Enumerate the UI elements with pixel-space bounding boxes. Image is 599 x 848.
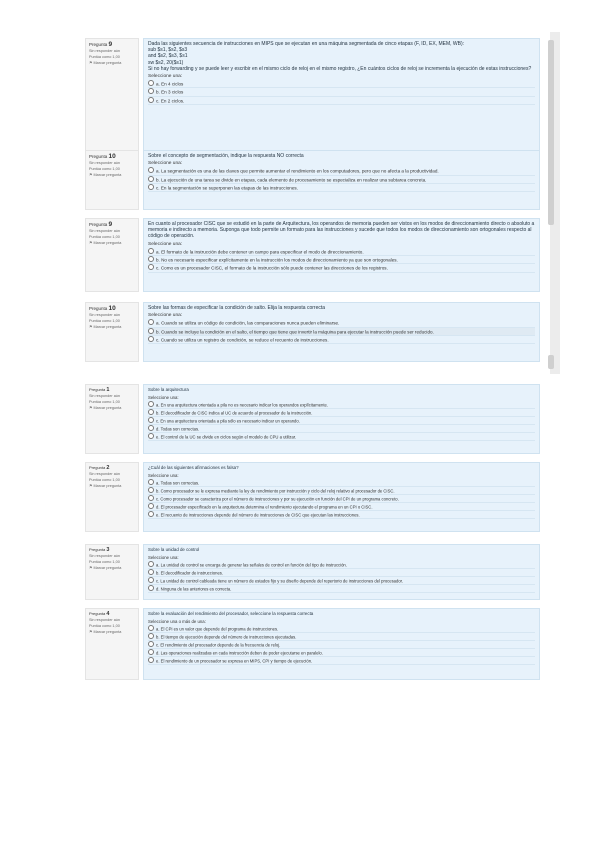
flag-question-link[interactable]: ⚑ Marcar pregunta [89, 566, 135, 571]
question-text-line: En cuanto al procesador CISC que se estudió en la parte de Arquitectura, los operandos de memoria pueden ser vistos en los modos de direccionamiento directo o absoluto a memoria e indirecto a memoria. Suponga que todo permite un formato para las instrucciones y sucede que todos los modos de direccionamiento son ortogonales respecto al código de operación. [148, 221, 535, 240]
question-content [143, 544, 540, 600]
answer-option[interactable]: a. El CPI es un valor que depende del programa de instrucciones. [148, 625, 535, 633]
question-text-line: Sobre las formas de especificar la condición de salto. Elija la respuesta correcta [148, 305, 326, 311]
select-label: Seleccione una: [148, 74, 183, 80]
question-content [143, 38, 540, 162]
question-points: Puntúa como 1,00 [89, 477, 120, 482]
question-text-line: Sobre la unidad de control [148, 547, 200, 552]
question-number: Pregunta 10 [89, 153, 116, 160]
answer-option[interactable]: d. Todas son correctas. [148, 425, 535, 433]
answer-option[interactable]: b. La ejecución de una tarea se divide en etapas, cada elemento de procesamiento se especializa en realizar una subtarea concreta. [148, 176, 535, 184]
question-info [85, 38, 139, 162]
answer-option[interactable]: c. En la segmentación se superponen las etapas de las instrucciones. [148, 184, 535, 192]
question-info [85, 384, 139, 454]
flag-question-link[interactable]: ⚑ Marcar pregunta [89, 241, 135, 246]
answer-option[interactable]: a. El formato de la instrucción debe contener un campo para especificar el modo de direccionamiento. [148, 248, 535, 256]
answer-option[interactable]: a. La segmentación es una de las claves que permite aumentar el rendimiento en los computadores, pero que no afecta a la productividad. [148, 167, 535, 175]
question-points: Puntúa como 1,00 [89, 54, 120, 59]
question-info [85, 462, 139, 532]
question-status: Sin responder aún [89, 618, 121, 622]
question-block [85, 384, 540, 454]
question-status: Sin responder aún [89, 554, 121, 558]
select-label: Seleccione una: [148, 313, 183, 319]
question-number: Pregunta 10 [89, 305, 116, 312]
question-block [85, 150, 540, 210]
question-status: Sin responder aún [89, 161, 121, 165]
answer-option[interactable]: c. Como es un procesador CISC, el formato de la instrucción sólo puede contener las direcciones de los registros. [148, 264, 535, 272]
flag-question-link[interactable]: ⚑ Marcar pregunta [89, 173, 135, 178]
answer-option[interactable]: e. El control de la UC se divide en ciclos según el modelo de CPU a utilizar. [148, 433, 535, 441]
question-block [85, 544, 540, 600]
question-text-line: Sobre la arquitectura [148, 387, 189, 392]
question-number: Pregunta 9 [89, 41, 113, 48]
select-label: Seleccione una: [148, 161, 183, 167]
answer-option[interactable]: d. Las operaciones realizadas en cada instrucción deben de poder ejecutarse en paralelo. [148, 649, 535, 657]
question-text-line: Sobre la evaluación del rendimiento del procesador, seleccione la respuesta correcta [148, 611, 314, 616]
question-points: Puntúa como 1,00 [89, 623, 120, 628]
answer-option[interactable]: e. El recuento de instrucciones depende del número de instrucciones de CISC que ejecutan las instrucciones. [148, 511, 535, 519]
question-number: Pregunta 2 [89, 465, 110, 471]
answer-option[interactable]: b. Cuando se incluye la condición en el salto, el tiempo que tiene que invertir la máquina para ejecutar la instrucción puede ser reducido. [148, 328, 535, 336]
question-number: Pregunta 3 [89, 547, 110, 553]
question-content [143, 302, 540, 362]
answer-option[interactable]: a. Cuando se utiliza un código de condición, las comparaciones nunca pueden eliminarse. [148, 319, 535, 327]
question-status: Sin responder aún [89, 472, 121, 476]
question-content [143, 608, 540, 680]
answer-option[interactable]: c. Como procesador se caracteriza por el número de instrucciones y por su ejecución en función del CPI de un programa concreto. [148, 495, 535, 503]
screenshot-top [85, 32, 560, 374]
scrollbar-thumb[interactable] [548, 40, 554, 225]
question-content [143, 150, 540, 210]
question-status: Sin responder aún [89, 229, 121, 233]
answer-option[interactable]: d. Ninguna de las anteriores es correcta. [148, 585, 535, 593]
question-points: Puntúa como 1,00 [89, 318, 120, 323]
question-status: Sin responder aún [89, 394, 121, 398]
question-block [85, 38, 540, 162]
question-number: Pregunta 1 [89, 387, 110, 393]
screenshot-bottom [85, 380, 550, 685]
question-status: Sin responder aún [89, 49, 121, 53]
answer-option[interactable]: c. El rendimiento del procesador depende de la frecuencia de reloj. [148, 641, 535, 649]
answer-option[interactable]: b. El decodificador de instrucciones. [148, 569, 535, 577]
select-label: Seleccione una: [148, 395, 179, 401]
answer-option[interactable]: b. Como procesador se le expresa mediante la ley de rendimiento por instrucción y ciclo del reloj relativo al procesador de CISC. [148, 487, 535, 495]
question-number: Pregunta 9 [89, 221, 113, 228]
answer-option[interactable]: c. En 2 ciclos. [148, 97, 535, 105]
flag-question-link[interactable]: ⚑ Marcar pregunta [89, 61, 135, 66]
question-text-line: sw $s2, 20($s1) [148, 59, 184, 66]
select-label: Seleccione una: [148, 555, 179, 561]
question-content [143, 384, 540, 454]
question-block [85, 608, 540, 680]
select-label: Seleccione una o más de una: [148, 619, 206, 625]
question-info [85, 302, 139, 362]
answer-option[interactable]: a. En 4 ciclos [148, 80, 535, 88]
answer-option[interactable]: a. En una arquitectura orientada a pila no es necesario indicar los operandos explícitamente. [148, 401, 535, 409]
question-info [85, 218, 139, 292]
select-label: Seleccione una: [148, 241, 183, 247]
answer-option[interactable]: b. No es necesario especificar explícitamente en la instrucción los modos de direccionamiento ya que son ortogonales. [148, 256, 535, 264]
question-block [85, 218, 540, 292]
question-points: Puntúa como 1,00 [89, 166, 120, 171]
flag-question-link[interactable]: ⚑ Marcar pregunta [89, 406, 135, 411]
question-points: Puntúa como 1,00 [89, 399, 120, 404]
question-info [85, 544, 139, 600]
answer-option[interactable]: b. En 3 ciclos [148, 88, 535, 96]
flag-question-link[interactable]: ⚑ Marcar pregunta [89, 484, 135, 489]
answer-option[interactable]: d. El procesador especificado en la arquitectura determina el rendimiento ejecutando el programa en un CPI o CISC. [148, 503, 535, 511]
question-text-line: Si no hay forwarding y se puede leer y escribir en el mismo ciclo de reloj en el mismo registro, ¿En cuántos ciclos de reloj se incrementa la ejecución de estas instrucciones? [148, 65, 532, 72]
flag-question-link[interactable]: ⚑ Marcar pregunta [89, 630, 135, 635]
answer-option[interactable]: e. El rendimiento de un procesador se expresa en MIPS, CPI y tiempo de ejecución. [148, 657, 535, 665]
answer-option[interactable]: a. La unidad de control se encarga de generar las señales de control en función del tipo de instrucción. [148, 561, 535, 569]
question-text-line: Sobre el concepto de segmentación, indique la respuesta NO correcta [148, 153, 304, 159]
answer-option[interactable]: c. Cuando se utiliza un registro de condición, se reduce el recuento de instrucciones. [148, 336, 535, 344]
question-info [85, 150, 139, 210]
question-info [85, 608, 139, 680]
select-label: Seleccione una: [148, 473, 179, 479]
question-block [85, 462, 540, 532]
question-number: Pregunta 4 [89, 611, 110, 617]
answer-option[interactable]: b. El tiempo de ejecución depende del número de instrucciones ejecutadas. [148, 633, 535, 641]
answer-option[interactable]: b. El decodificador de CISC indica al UC de acuerdo al procesador de la instrucción. [148, 409, 535, 417]
question-block [85, 302, 540, 362]
question-text-line: Dada las siguientes secuencia de instrucciones en MIPS que se ejecutan en una máquina segmentada de cinco etapas (F, ID, EX, MEM, WB): [148, 41, 465, 47]
question-text-line: and $s2, $s3, $s1 [148, 53, 188, 60]
question-text-line: ¿Cuál de las siguientes afirmaciones es falsa? [148, 465, 239, 470]
question-content [143, 462, 540, 532]
answer-option[interactable]: c. La unidad de control cableada tiene un número de estados fijo y su diseño depende del repertorio de instrucciones del procesador. [148, 577, 535, 585]
answer-option[interactable]: a. Todas son correctas. [148, 479, 535, 487]
answer-option[interactable]: c. En una arquitectura orientada a pila sólo es necesario indicar un operando. [148, 417, 535, 425]
flag-question-link[interactable]: ⚑ Marcar pregunta [89, 325, 135, 330]
question-points: Puntúa como 1,00 [89, 234, 120, 239]
question-status: Sin responder aún [89, 313, 121, 317]
question-content [143, 218, 540, 292]
question-points: Puntúa como 1,00 [89, 559, 120, 564]
question-text-line: sub $s1, $s2, $s3 [148, 47, 188, 54]
scrollbar-thumb[interactable] [548, 355, 554, 369]
